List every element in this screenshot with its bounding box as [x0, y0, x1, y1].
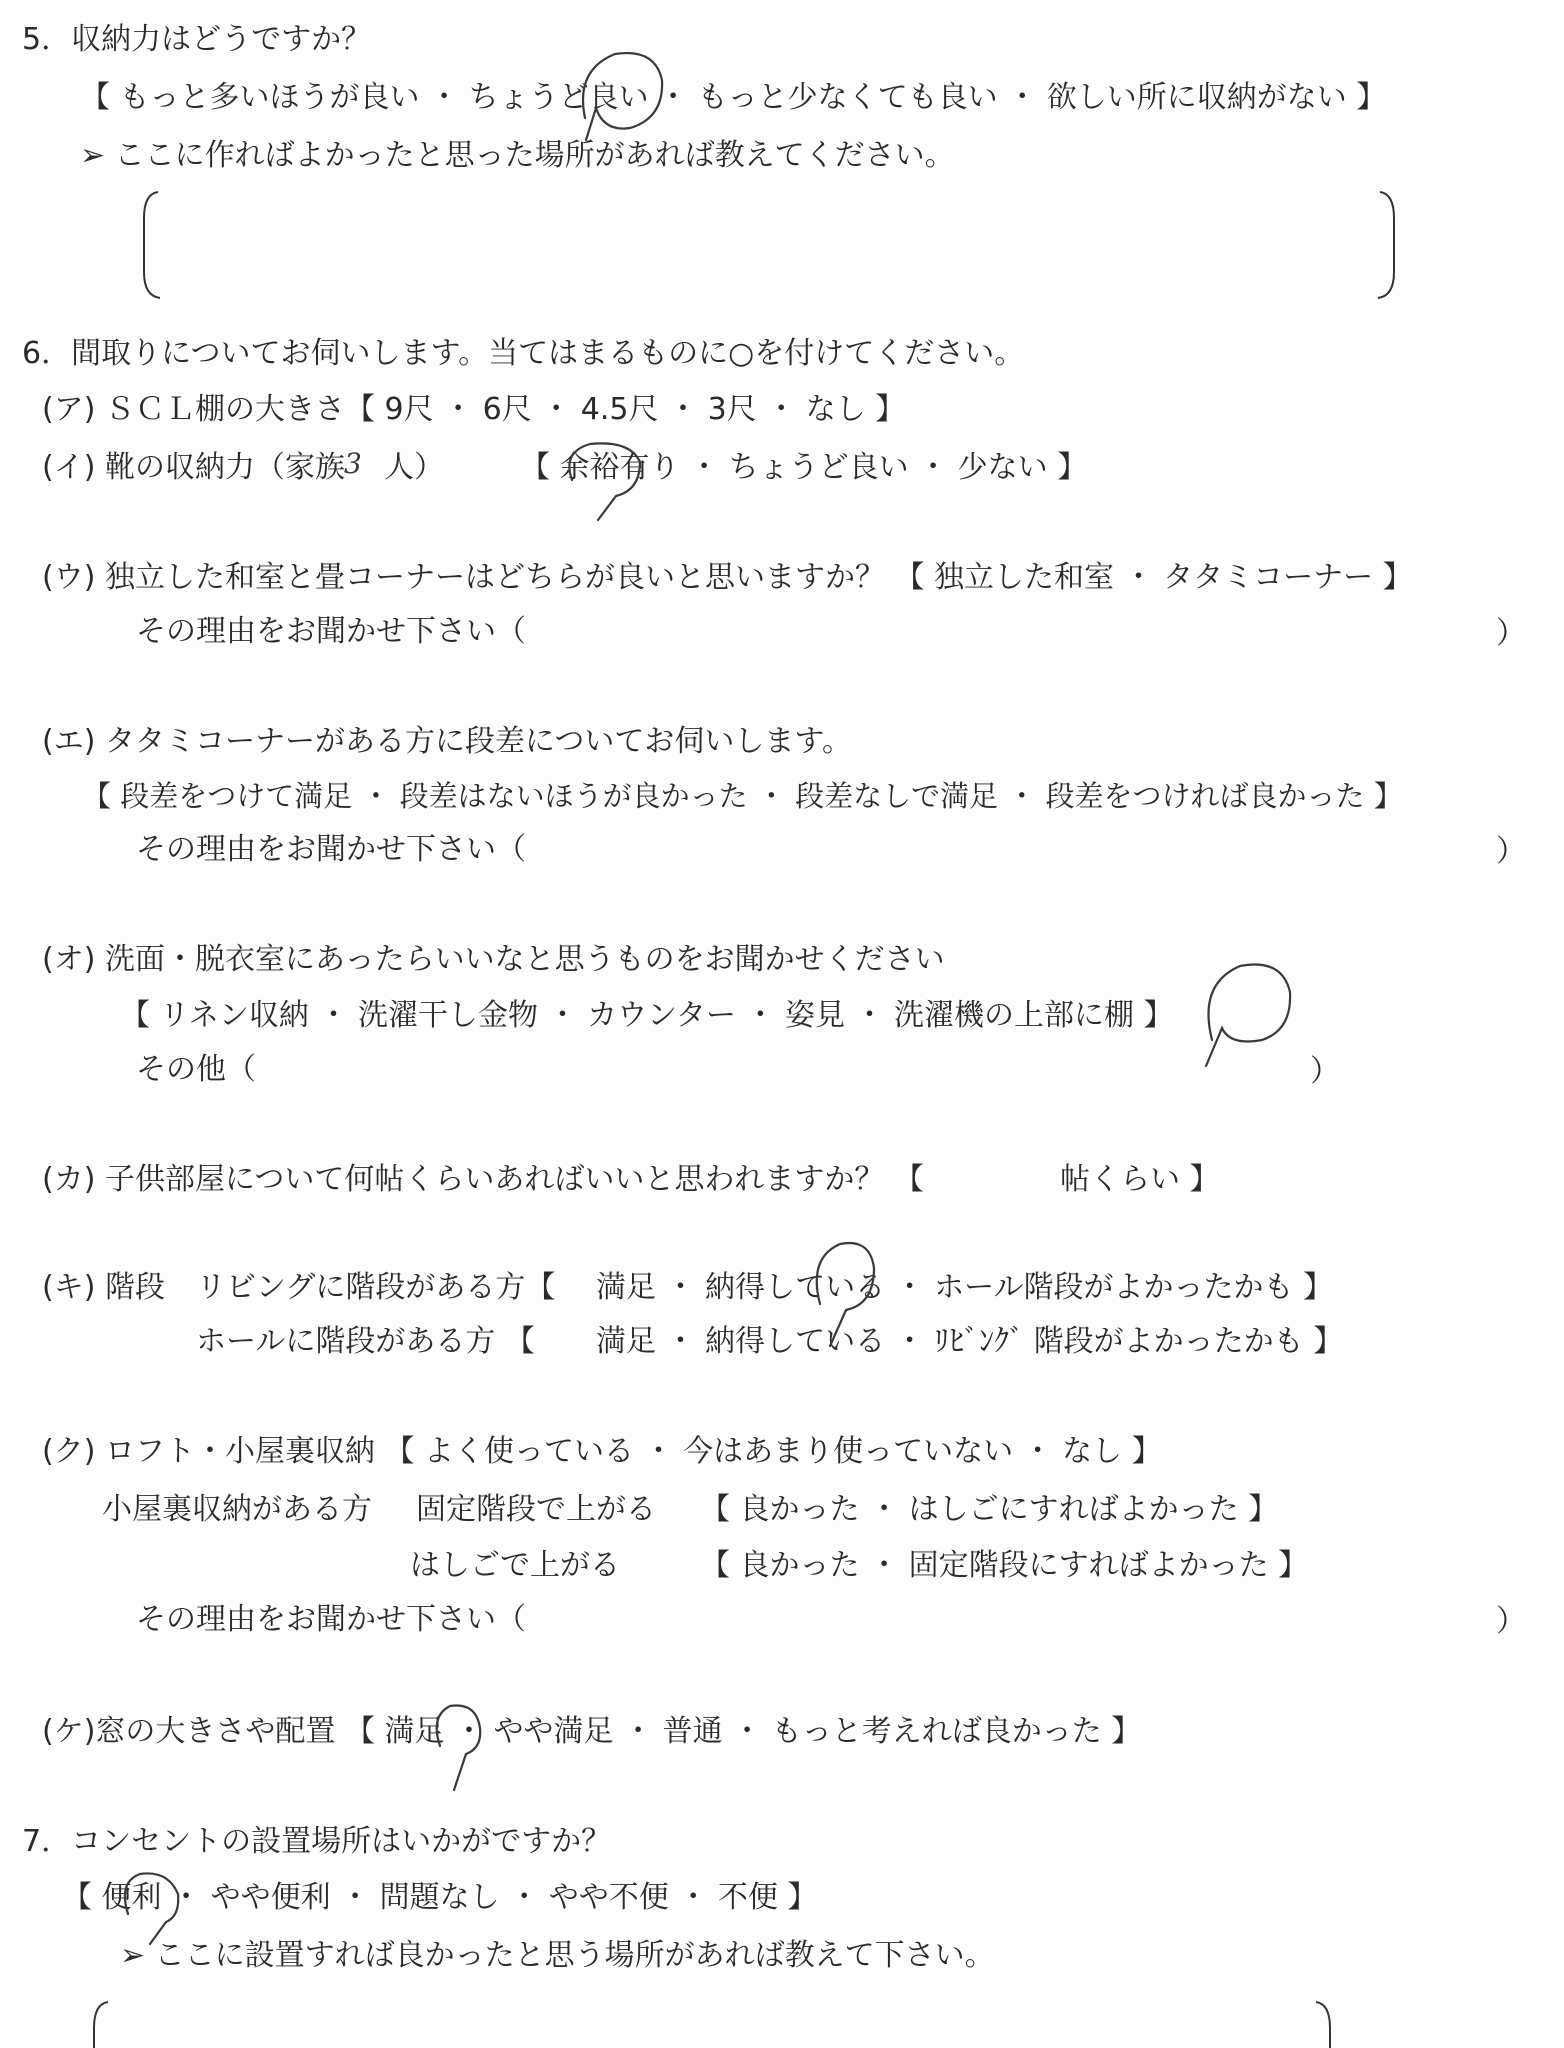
- q6-o-other: その他（: [136, 1052, 256, 1087]
- q6-e-reason: その理由をお聞かせ下さい（: [136, 832, 526, 867]
- q6-e-close: ）: [1496, 834, 1526, 869]
- q6-e-options: 【 段差をつけて満足 ・ 段差はないほうが良かった ・ 段差なしで満足 ・ 段差をつければ良かった 】: [82, 779, 1403, 813]
- q7-options: 【 便利 ・ やや便利 ・ 問題なし ・ やや不便 ・ 不便 】: [62, 1880, 818, 1915]
- q6-title: 6．間取りについてお伺いします。当てはまるものに○を付けてください。: [22, 336, 1025, 371]
- q6-ku-ladder: はしごで上がる: [410, 1548, 620, 1583]
- q6-a: (ア) ＳＣＬ棚の大きさ【 9尺 ・ 6尺 ・ 4.5尺 ・ 3尺 ・ なし 】: [42, 392, 906, 427]
- q6-ku-close: ）: [1496, 1604, 1526, 1639]
- circle-mark-washroom: [1206, 964, 1290, 1066]
- q5-sub: ➢ ここに作ればよかったと思った場所があれば教えてください。: [80, 138, 955, 173]
- q6-u: (ウ) 独立した和室と畳コーナーはどちらが良いと思いますか？ 【 独立した和室 ・ タタミコーナー 】: [42, 560, 1413, 595]
- handwritten-family-count: 3: [344, 447, 362, 480]
- q6-ku-fixed: 固定階段で上がる: [416, 1492, 656, 1527]
- q5-answer-box[interactable]: [140, 188, 1400, 308]
- q6-ku-ladder-options: 【 良かった ・ 固定階段にすればよかった 】: [700, 1548, 1309, 1583]
- q7-sub: ➢ ここに設置すれば良かったと思う場所があれば教えて下さい。: [120, 1938, 995, 1973]
- q6-u-close: ）: [1496, 616, 1526, 651]
- q6-i-unit: 人）: [384, 450, 444, 485]
- q5-title: 5．収納力はどうですか？: [22, 22, 372, 57]
- q6-ki-row2-label: ホールに階段がある方 【: [196, 1324, 535, 1359]
- q6-o-close: ）: [1310, 1054, 1340, 1089]
- q7-title: 7．コンセントの設置場所はいかがですか？: [22, 1824, 612, 1859]
- q6-i-options: 【 余裕有り ・ ちょうど良い ・ 少ない 】: [520, 450, 1088, 485]
- q6-ku-sub-label: 小屋裏収納がある方: [102, 1492, 372, 1527]
- q6-ke: (ケ)窓の大きさや配置 【 満足 ・ やや満足 ・ 普通 ・ もっと考えれば良かった 】: [42, 1714, 1142, 1749]
- q6-e: (エ) タタミコーナーがある方に段差についてお伺いします。: [42, 724, 852, 759]
- q6-u-reason: その理由をお聞かせ下さい（: [136, 614, 526, 649]
- q6-ku-fixed-options: 【 良かった ・ はしごにすればよかった 】: [700, 1492, 1279, 1527]
- q6-i-label: (イ) 靴の収納力（家族: [42, 450, 345, 485]
- q6-ki-label: (キ) 階段: [42, 1270, 165, 1305]
- q5-options: 【 もっと多いほうが良い ・ ちょうど良い ・ もっと少なくても良い ・ 欲しい所に収納がない 】: [80, 80, 1387, 115]
- q6-ku: (ク) ロフト・小屋裏収納 【 よく使っている ・ 今はあまり使っていない ・ なし 】: [42, 1434, 1162, 1469]
- q6-ka-unit: 帖くらい 】: [1060, 1162, 1220, 1197]
- q6-ki-row1-options: 満足 ・ 納得している ・ ホール階段がよかったかも 】: [596, 1270, 1334, 1305]
- q6-ki-row2-options: 満足 ・ 納得している ・ ﾘﾋﾞﾝｸﾞ 階段がよかったかも 】: [596, 1324, 1344, 1359]
- q6-o-options: 【 リネン収納 ・ 洗濯干し金物 ・ カウンター ・ 姿見 ・ 洗濯機の上部に棚 】: [120, 998, 1174, 1033]
- q6-ka: (カ) 子供部屋について何帖くらいあればいいと思われますか？ 【: [42, 1162, 924, 1197]
- q7-answer-box[interactable]: [90, 1998, 1350, 2048]
- q6-o: (オ) 洗面・脱衣室にあったらいいなと思うものをお聞かせください: [42, 942, 945, 977]
- q6-ki-row1-label: リビングに階段がある方【: [196, 1270, 556, 1305]
- q6-ku-reason: その理由をお聞かせ下さい（: [136, 1602, 526, 1637]
